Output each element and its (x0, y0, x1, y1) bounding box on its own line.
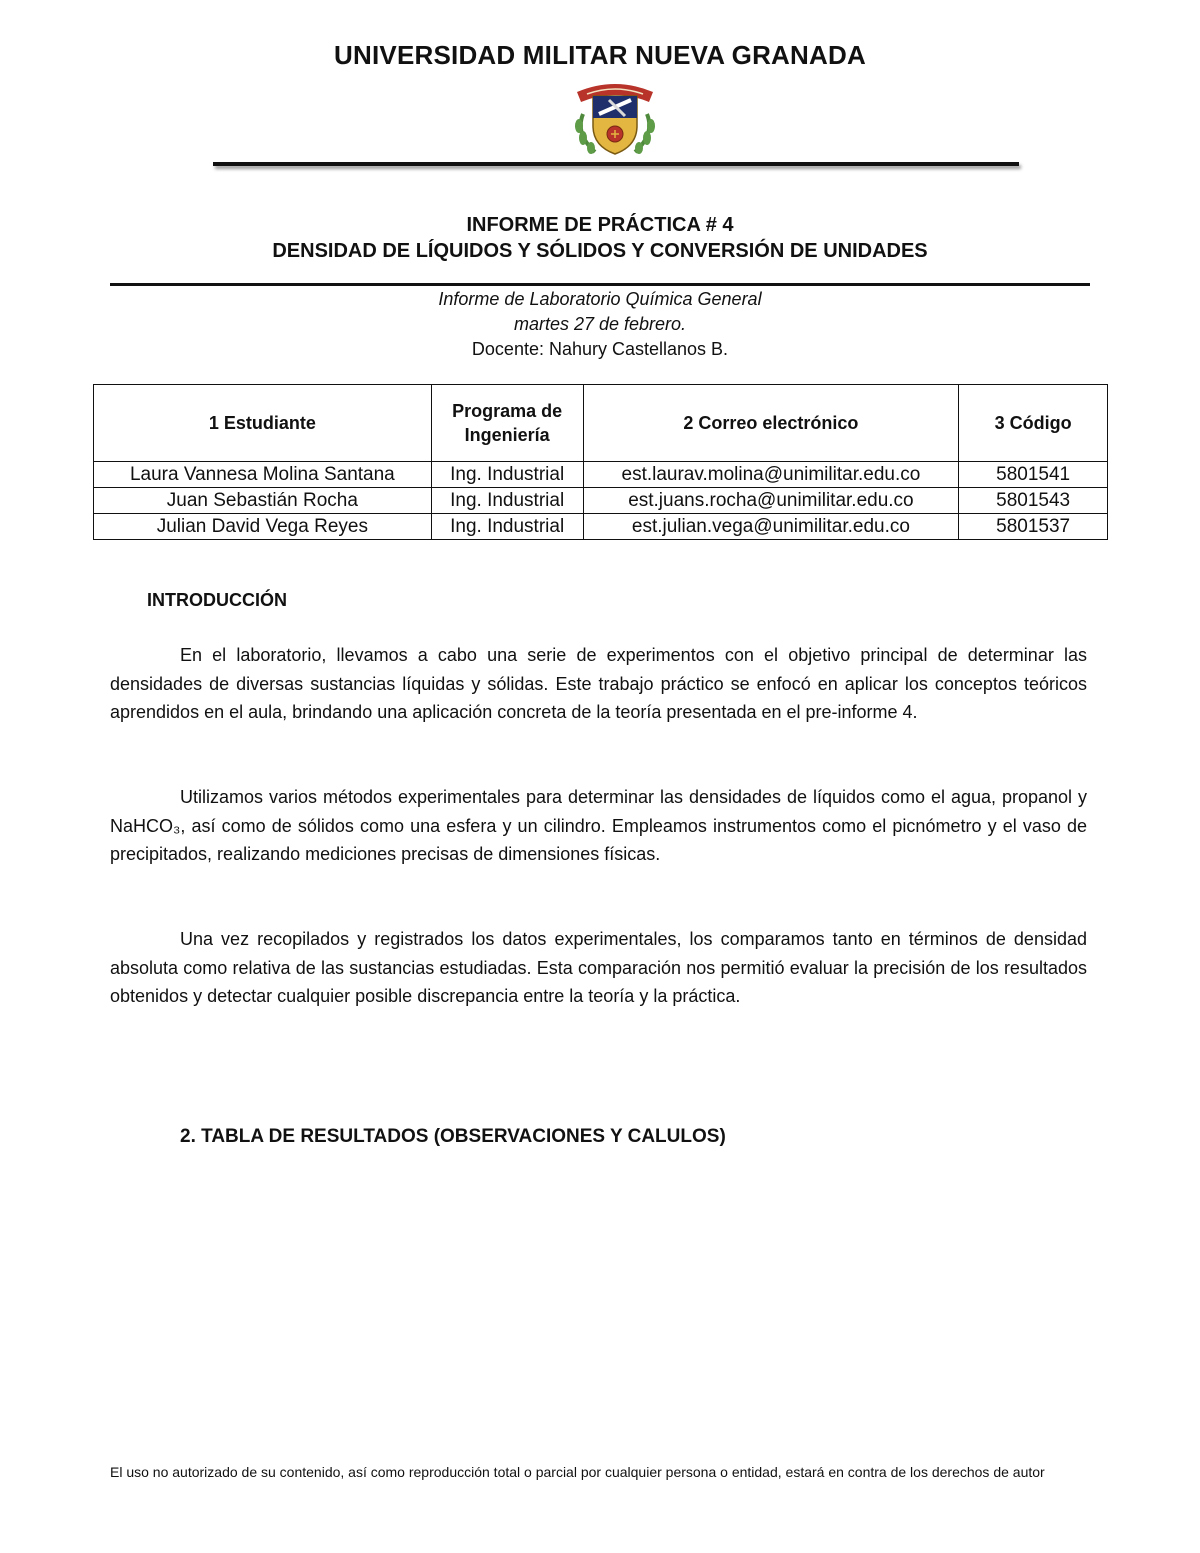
university-seal-icon (565, 74, 665, 160)
university-title: UNIVERSIDAD MILITAR NUEVA GRANADA (334, 40, 866, 70)
student-name: Julian David Vega Reyes (94, 514, 432, 540)
student-name: Laura Vannesa Molina Santana (94, 462, 432, 488)
header-student: 1 Estudiante (94, 385, 432, 462)
student-email: est.julian.vega@unimilitar.edu.co (583, 514, 959, 540)
intro-paragraph-2: Utilizamos varios métodos experimentales para determinar las densidades de líquidos como el agua, propanol y NaHCO₃, así como de sólidos como una esfera y un cilindro. Empleamos instrumentos como el picnómetro y el vaso de precipitados, realizando mediciones precisas de dimensiones físicas. (110, 787, 1087, 864)
student-program: Ing. Industrial (431, 462, 583, 488)
table-row (94, 462, 1108, 488)
student-email: est.laurav.molina@unimilitar.edu.co (583, 462, 959, 488)
header-code: 3 Código (959, 385, 1108, 462)
student-name: Juan Sebastián Rocha (94, 488, 432, 514)
copyright-footer: El uso no autorizado de su contenido, así como reproducción total o parcial por cualquier persona o entidad, estará en contra de los derechos de autor (110, 1464, 1045, 1480)
report-title (0, 212, 1200, 264)
students-table (93, 384, 1108, 540)
header-program: Programa de Ingeniería (431, 385, 583, 462)
student-program: Ing. Industrial (431, 514, 583, 540)
report-title-line2: DENSIDAD DE LÍQUIDOS Y SÓLIDOS Y CONVERSIÓN DE UNIDADES (272, 240, 928, 262)
intro-paragraph-1: En el laboratorio, llevamos a cabo una serie de experimentos con el objetivo principal de determinar las densidades de diversas sustancias líquidas y sólidas. Este trabajo práctico se enfocó en aplicar los conceptos teóricos aprendidos en el aula, brindando una aplicación concreta de la teoría presentada en el pre-informe 4. (110, 645, 1087, 722)
header-email: 2 Correo electrónico (583, 385, 959, 462)
table-row (94, 488, 1108, 514)
report-date: martes 27 de febrero. (513, 314, 687, 334)
header-divider (213, 162, 1019, 166)
student-email: est.juans.rocha@unimilitar.edu.co (583, 488, 959, 514)
student-program: Ing. Industrial (431, 488, 583, 514)
student-code: 5801537 (959, 514, 1108, 540)
introduction-heading: INTRODUCCIÓN (147, 590, 287, 610)
course-name: Informe de Laboratorio Química General (438, 289, 762, 309)
student-code: 5801543 (959, 488, 1108, 514)
table-row (94, 514, 1108, 540)
table-header-row (94, 385, 1108, 462)
results-heading: 2. TABLA DE RESULTADOS (OBSERVACIONES Y CALULOS) (180, 1126, 726, 1147)
teacher-name: Docente: Nahury Castellanos B. (471, 339, 729, 359)
student-code: 5801541 (959, 462, 1108, 488)
title-divider (110, 283, 1090, 286)
report-title-line1: INFORME DE PRÁCTICA # 4 (466, 214, 734, 236)
intro-paragraph-3: Una vez recopilados y registrados los datos experimentales, los comparamos tanto en términos de densidad absoluta como relativa de las sustancias estudiadas. Esta comparación nos permitió evaluar la precisión de los resultados obtenidos y detectar cualquier posible discrepancia entre la teoría y la práctica. (110, 929, 1087, 1006)
